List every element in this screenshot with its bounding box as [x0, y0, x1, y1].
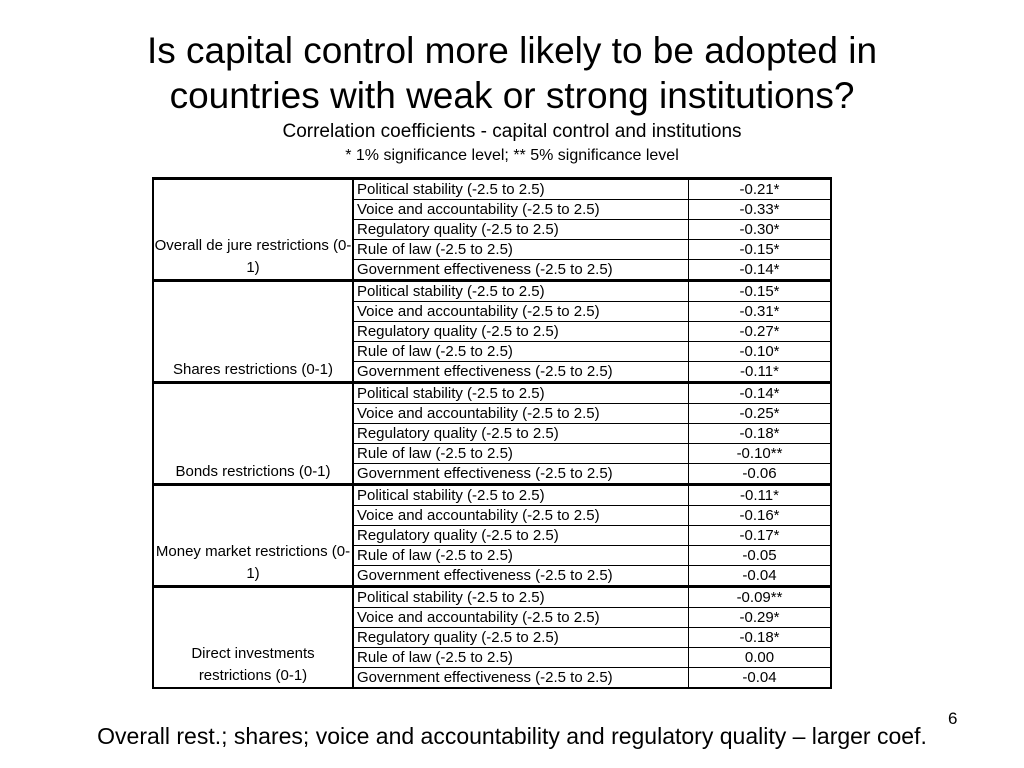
coefficient-cell: -0.05	[689, 546, 832, 566]
institution-cell: Rule of law (-2.5 to 2.5)	[353, 342, 689, 362]
title-line-1: Is capital control more likely to be adopted in	[146, 30, 878, 71]
institution-cell: Political stability (-2.5 to 2.5)	[353, 485, 689, 506]
coefficient-cell: -0.33*	[689, 200, 832, 220]
institution-cell: Government effectiveness (-2.5 to 2.5)	[353, 566, 689, 587]
coefficient-cell: -0.09**	[689, 587, 832, 608]
coefficient-cell: -0.17*	[689, 526, 832, 546]
institution-cell: Rule of law (-2.5 to 2.5)	[353, 648, 689, 668]
institution-cell: Regulatory quality (-2.5 to 2.5)	[353, 628, 689, 648]
coefficient-cell: 0.00	[689, 648, 832, 668]
institution-cell: Voice and accountability (-2.5 to 2.5)	[353, 404, 689, 424]
table-row	[153, 383, 831, 404]
table-row	[153, 281, 831, 302]
correlation-table-body	[153, 179, 831, 689]
footer-conclusion: Overall rest.; shares; voice and accountability and regulatory quality – larger coef.	[97, 723, 927, 749]
institution-cell: Voice and accountability (-2.5 to 2.5)	[353, 200, 689, 220]
slide-title	[0, 28, 1024, 118]
coefficient-cell: -0.11*	[689, 485, 832, 506]
institution-cell: Voice and accountability (-2.5 to 2.5)	[353, 608, 689, 628]
group-label: Shares restrictions (0-1)	[153, 281, 353, 383]
institution-cell: Government effectiveness (-2.5 to 2.5)	[353, 260, 689, 281]
institution-cell: Voice and accountability (-2.5 to 2.5)	[353, 302, 689, 322]
coefficient-cell: -0.18*	[689, 628, 832, 648]
institution-cell: Government effectiveness (-2.5 to 2.5)	[353, 464, 689, 485]
coefficient-cell: -0.29*	[689, 608, 832, 628]
coefficient-cell: -0.15*	[689, 281, 832, 302]
institution-cell: Political stability (-2.5 to 2.5)	[353, 587, 689, 608]
significance-note: * 1% significance level; ** 5% significance level	[345, 147, 679, 164]
institution-cell: Rule of law (-2.5 to 2.5)	[353, 444, 689, 464]
coefficient-cell: -0.30*	[689, 220, 832, 240]
institution-cell: Rule of law (-2.5 to 2.5)	[353, 240, 689, 260]
group-label: Direct investments restrictions (0-1)	[153, 587, 353, 689]
institution-cell: Government effectiveness (-2.5 to 2.5)	[353, 668, 689, 689]
table-row	[153, 179, 831, 200]
institution-cell: Political stability (-2.5 to 2.5)	[353, 281, 689, 302]
coefficient-cell: -0.16*	[689, 506, 832, 526]
coefficient-cell: -0.14*	[689, 260, 832, 281]
coefficient-cell: -0.31*	[689, 302, 832, 322]
group-label: Money market restrictions (0-1)	[153, 485, 353, 587]
coefficient-cell: -0.14*	[689, 383, 832, 404]
coefficient-cell: -0.27*	[689, 322, 832, 342]
group-label: Overall de jure restrictions (0-1)	[153, 179, 353, 281]
coefficient-cell: -0.04	[689, 566, 832, 587]
institution-cell: Political stability (-2.5 to 2.5)	[353, 383, 689, 404]
coefficient-cell: -0.06	[689, 464, 832, 485]
coefficient-cell: -0.04	[689, 668, 832, 689]
table-row	[153, 485, 831, 506]
coefficient-cell: -0.10*	[689, 342, 832, 362]
institution-cell: Regulatory quality (-2.5 to 2.5)	[353, 220, 689, 240]
institution-cell: Political stability (-2.5 to 2.5)	[353, 179, 689, 200]
coefficient-cell: -0.11*	[689, 362, 832, 383]
table-row	[153, 587, 831, 608]
coefficient-cell: -0.10**	[689, 444, 832, 464]
institution-cell: Government effectiveness (-2.5 to 2.5)	[353, 362, 689, 383]
page-number: 6	[948, 709, 958, 728]
institution-cell: Regulatory quality (-2.5 to 2.5)	[353, 526, 689, 546]
institution-cell: Regulatory quality (-2.5 to 2.5)	[353, 322, 689, 342]
coefficient-cell: -0.21*	[689, 179, 832, 200]
coefficient-cell: -0.25*	[689, 404, 832, 424]
group-label: Bonds restrictions (0-1)	[153, 383, 353, 485]
correlation-table	[152, 177, 832, 689]
institution-cell: Rule of law (-2.5 to 2.5)	[353, 546, 689, 566]
institution-cell: Voice and accountability (-2.5 to 2.5)	[353, 506, 689, 526]
coefficient-cell: -0.18*	[689, 424, 832, 444]
institution-cell: Regulatory quality (-2.5 to 2.5)	[353, 424, 689, 444]
title-line-2: countries with weak or strong institutions?	[169, 75, 855, 116]
subtitle: Correlation coefficients - capital control and institutions	[282, 121, 742, 142]
coefficient-cell: -0.15*	[689, 240, 832, 260]
